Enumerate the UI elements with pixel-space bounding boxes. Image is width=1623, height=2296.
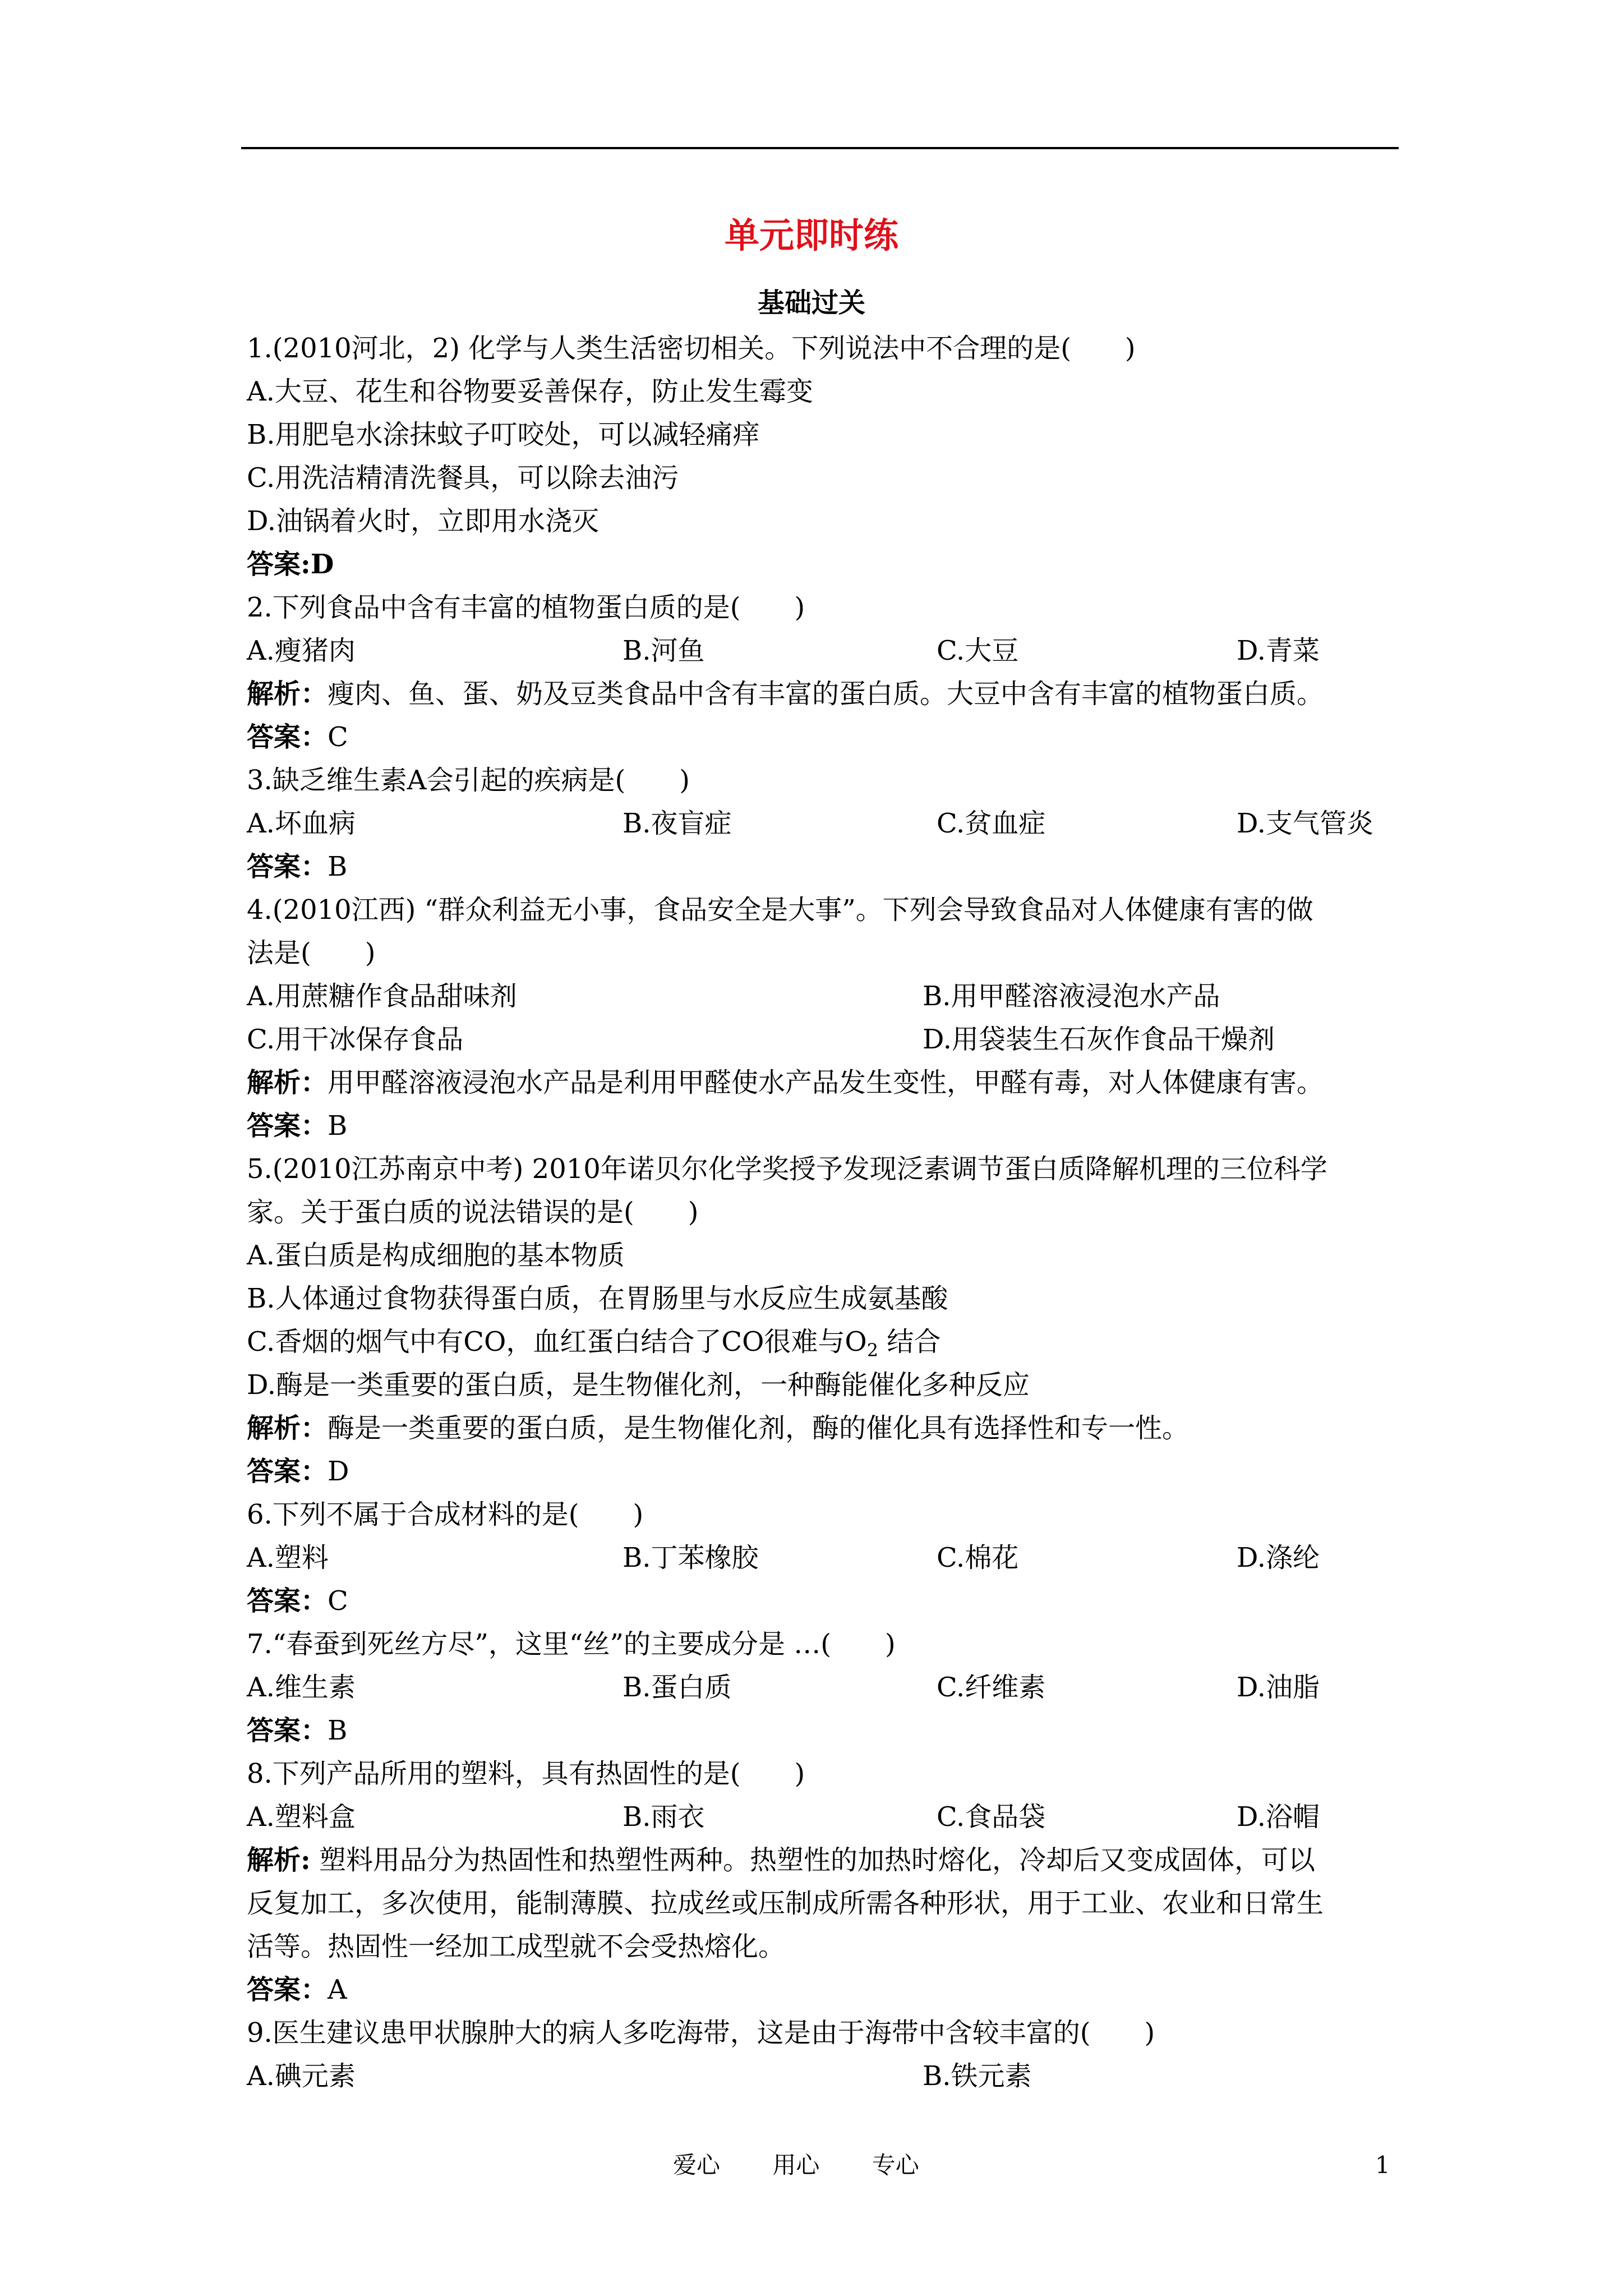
q6-options <box>247 1536 1396 1580</box>
q5-option-c-text: C.香烟的烟气中有CO，血红蛋白结合了CO很难与O <box>247 1326 867 1358</box>
subscript: 2 <box>866 1340 879 1361</box>
q5-stem-line2: 家。关于蛋白质的说法错误的是( ) <box>247 1197 699 1228</box>
q1-answer <box>247 543 1396 586</box>
q4-stem-line2: 法是( ) <box>247 937 376 969</box>
answer-label: 答案： <box>247 721 328 753</box>
answer-value: D <box>310 549 334 580</box>
question-list <box>247 327 1396 2098</box>
q6-option-d: D.涤纶 <box>1237 1542 1320 1573</box>
q6-option-b: B.丁苯橡胶 <box>623 1542 759 1573</box>
q8-option-d: D.浴帽 <box>1237 1801 1320 1833</box>
answer-label: 答案： <box>247 1456 328 1487</box>
q6-stem: 6.下列不属于合成材料的是( ) <box>247 1499 644 1530</box>
footer-item: 用心 <box>772 2151 820 2179</box>
page-title: 单元即时练 <box>724 215 898 256</box>
q2-answer <box>247 716 1396 759</box>
answer-value: C <box>328 1585 348 1617</box>
q2-option-d: D.青菜 <box>1237 635 1320 666</box>
q6-option-a: A.塑料 <box>247 1542 329 1573</box>
q9-option-b: B.铁元素 <box>923 2060 1032 2092</box>
answer-value: B <box>328 851 348 882</box>
answer-label: 答案： <box>247 1974 328 2005</box>
analysis-label: 解析： <box>247 1412 328 1444</box>
q2-option-b: B.河鱼 <box>623 635 705 666</box>
q5-option-c-tail: 结合 <box>878 1326 941 1358</box>
q6-option-c: C.棉花 <box>937 1542 1019 1573</box>
page-number: 1 <box>1375 2151 1390 2179</box>
q5-analysis <box>247 1407 1396 1450</box>
q8-option-b: B.雨衣 <box>623 1801 705 1833</box>
q7-answer <box>247 1709 1396 1752</box>
q4-analysis <box>247 1061 1396 1105</box>
header-rule <box>241 147 1399 149</box>
q1-option-b: B.用肥皂水涂抹蚊子叮咬处，可以减轻痛痒 <box>247 419 760 450</box>
q1-option-c: C.用洗洁精清洗餐具，可以除去油污 <box>247 462 679 494</box>
q4-options-row1 <box>247 975 1396 1018</box>
q1-option-a: A.大豆、花生和谷物要妥善保存，防止发生霉变 <box>247 376 813 407</box>
answer-label: 答案: <box>247 549 311 580</box>
q7-stem: 7.“春蚕到死丝方尽”，这里“丝”的主要成分是 …( ) <box>247 1628 896 1660</box>
analysis-text: 塑料用品分为热固性和热塑性两种。热塑性的加热时熔化，冷却后又变成固体，可以 <box>310 1844 1315 1876</box>
q5-option-c <box>247 1320 1396 1364</box>
q4-option-a: A.用蔗糖作食品甜味剂 <box>247 981 517 1012</box>
q9-options <box>247 2055 1396 2098</box>
q5-stem-line1: 5.(2010江苏南京中考) 2010年诺贝尔化学奖授予发现泛素调节蛋白质降解机理的三位科学 <box>247 1153 1327 1185</box>
q6-answer <box>247 1580 1396 1623</box>
q2-stem: 2.下列食品中含有丰富的植物蛋白质的是( ) <box>247 592 805 623</box>
footer-item: 爱心 <box>673 2151 721 2179</box>
q1-stem: 1.(2010河北，2) 化学与人类生活密切相关。下列说法中不合理的是( ) <box>247 333 1136 364</box>
q2-options <box>247 629 1396 673</box>
q3-option-a: A.坏血病 <box>247 808 356 839</box>
q5-answer <box>247 1450 1396 1493</box>
q3-option-b: B.夜盲症 <box>623 808 732 839</box>
analysis-label: 解析： <box>247 1067 328 1098</box>
analysis-text: 瘦肉、鱼、蛋、奶及豆类食品中含有丰富的蛋白质。大豆中含有丰富的植物蛋白质。 <box>328 678 1324 710</box>
q3-answer <box>247 845 1396 889</box>
q8-options <box>247 1796 1396 1839</box>
answer-label: 答案： <box>247 1110 328 1142</box>
q8-analysis-line3: 活等。热固性一经加工成型就不会受热熔化。 <box>247 1931 786 1962</box>
answer-value: B <box>328 1715 348 1746</box>
q9-option-a: A.碘元素 <box>247 2060 356 2092</box>
q3-option-c: C.贫血症 <box>937 808 1046 839</box>
q1-option-d: D.油锅着火时，立即用水浇灭 <box>247 505 600 537</box>
analysis-text: 用甲醛溶液浸泡水产品是利用甲醛使水产品发生变性，甲醛有毒，对人体健康有害。 <box>328 1067 1324 1098</box>
q4-options-row2 <box>247 1018 1396 1061</box>
analysis-text: 酶是一类重要的蛋白质，是生物催化剂，酶的催化具有选择性和专一性。 <box>328 1412 1189 1444</box>
q2-option-c: C.大豆 <box>937 635 1019 666</box>
q3-option-d: D.支气管炎 <box>1237 808 1374 839</box>
q7-option-d: D.油脂 <box>1237 1672 1320 1703</box>
q4-answer <box>247 1105 1396 1148</box>
answer-value: D <box>328 1456 349 1487</box>
q4-option-c: C.用干冰保存食品 <box>247 1024 464 1055</box>
analysis-label: 解析: <box>247 1844 311 1876</box>
q8-option-a: A.塑料盒 <box>247 1801 356 1833</box>
q7-option-a: A.维生素 <box>247 1672 356 1703</box>
answer-value: C <box>328 721 348 753</box>
answer-label: 答案： <box>247 1715 328 1746</box>
q8-stem: 8.下列产品所用的塑料，具有热固性的是( ) <box>247 1758 805 1789</box>
analysis-label: 解析： <box>247 678 328 710</box>
q8-analysis-line1 <box>247 1839 1396 1882</box>
section-subtitle: 基础过关 <box>757 287 865 319</box>
q3-stem: 3.缺乏维生素A会引起的疾病是( ) <box>247 765 690 796</box>
answer-label: 答案： <box>247 851 328 882</box>
q5-option-a: A.蛋白质是构成细胞的基本物质 <box>247 1240 625 1271</box>
q2-option-a: A.瘦猪肉 <box>247 635 356 666</box>
q5-option-b: B.人体通过食物获得蛋白质，在胃肠里与水反应生成氨基酸 <box>247 1283 948 1314</box>
q5-option-d: D.酶是一类重要的蛋白质，是生物催化剂，一种酶能催化多种反应 <box>247 1369 1030 1401</box>
q9-stem: 9.医生建议患甲状腺肿大的病人多吃海带，这是由于海带中含较丰富的( ) <box>247 2017 1155 2049</box>
q8-option-c: C.食品袋 <box>937 1801 1046 1833</box>
q4-stem-line1: 4.(2010江西) “群众利益无小事，食品安全是大事”。下列会导致食品对人体健康有害的做 <box>247 894 1313 926</box>
page-footer <box>673 2148 964 2182</box>
answer-label: 答案： <box>247 1585 328 1617</box>
q2-analysis <box>247 673 1396 716</box>
q7-options <box>247 1666 1396 1709</box>
q8-analysis-line2: 反复加工，多次使用，能制薄膜、拉成丝或压制成所需各种形状，用于工业、农业和日常生 <box>247 1888 1324 1919</box>
answer-value: A <box>328 1974 347 2005</box>
q7-option-b: B.蛋白质 <box>623 1672 732 1703</box>
q4-option-b: B.用甲醛溶液浸泡水产品 <box>923 981 1220 1012</box>
answer-value: B <box>328 1110 348 1142</box>
q8-answer <box>247 1968 1396 2012</box>
footer-item: 专心 <box>872 2151 919 2179</box>
q7-option-c: C.纤维素 <box>937 1672 1046 1703</box>
q3-options <box>247 802 1396 845</box>
q4-option-d: D.用袋装生石灰作食品干燥剂 <box>923 1024 1275 1055</box>
